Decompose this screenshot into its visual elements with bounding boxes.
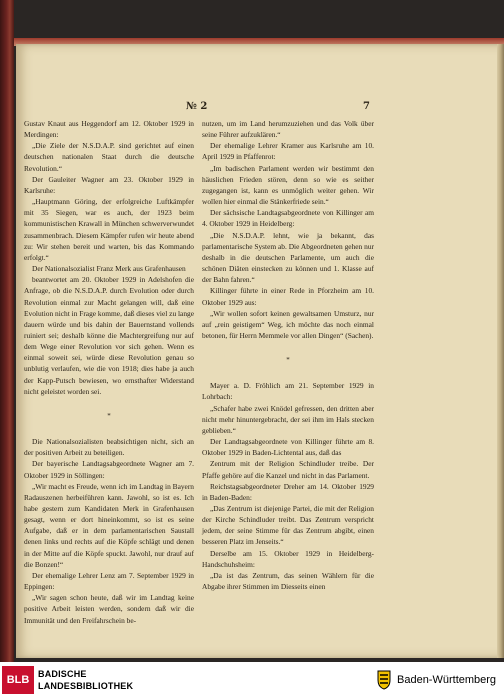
paragraph: Der ehemalige Lehrer Kramer aus Karlsruhe am 10. April 1929 in Pfaffenrot: <box>202 141 374 162</box>
paragraph: Die Nationalsozialisten beabsichtigen nicht, sich an der positiven Arbeit zu beteiligen. <box>24 437 194 458</box>
paragraph: Killinger führte in einer Rede in Pforzheim am 10. Oktober 1929 aus: <box>202 286 374 307</box>
paragraph: „Die Ziele der N.S.D.A.P. sind gerichtet auf einen deutschen nationalen Staat durch die deutsche Revolution.“ <box>24 141 194 173</box>
paragraph: Mayer a. D. Fröhlich am 21. September 1929 in Lohrbach: <box>202 381 374 402</box>
paragraph: Der Gauleiter Wagner am 23. Oktober 1929 in Karlsruhe: <box>24 174 194 195</box>
state-name: Baden-Württemberg <box>397 674 497 686</box>
paragraph: Der Nationalsozialist Franz Merk aus Grafenhausen <box>32 264 186 274</box>
paragraph: Der Landtagsabgeordnete von Killinger führte am 8. Oktober 1929 in Baden-Lichtental aus, daß das <box>202 437 374 458</box>
paragraph: „Im badischen Parlament werden wir bestimmt den häuslichen Frieden stören, denn so wie es seither zugegangen ist, kann es unmöglich weiter gehen. Wir wollen hier einmal die Stänkerfriede sein.“ <box>202 163 374 207</box>
paragraph: „Wir wollen sofort keinen gewaltsamen Umsturz, nur auf „rein geistigem“ Weg, ich möchte das noch einmal betonen, für Herrn Memmele vor allen Dingen“ (Sachen). <box>202 308 374 340</box>
paragraph: nutzen, um im Land herumzuziehen und das Volk über seine Führer aufzuklären.“ <box>202 119 374 140</box>
text-column-right <box>202 118 374 592</box>
paragraph: „Die N.S.D.A.P. lehnt, wie ja bekannt, das parlamentarische System ab. Die Abgeordneten gehen nur deshalb in die deutschen Parlamente, um auch die schönen Diäten einstecken zu können und 1. Klasse auf der Bahn fahren.“ <box>202 230 374 285</box>
section-separator: * <box>107 411 111 420</box>
paragraph: Zentrum mit der Religion Schindluder treibe. Der Pfaffe gehöre auf die Kanzel und nicht in das Parlament. <box>202 459 374 480</box>
paragraph: Reichstagsabgeordneter Dreher am 14. Oktober 1929 in Baden-Baden: <box>202 481 374 502</box>
state-crest-icon <box>376 668 392 690</box>
paragraph: „Das Zentrum ist diejenige Partei, die mit der Religion der Kirche Schindluder treibt. Das Zentrum verspricht jedem, der seine Stimme für das Zentrum abgibt, einen besseren Platz im Jenseits.“ <box>202 504 374 547</box>
running-head: № 2 <box>186 101 208 112</box>
paragraph: beantwortet am 20. Oktober 1929 in Adelshofen die Anfrage, ob die N.S.D.A.P. durch Evolution oder durch Revolution einmal zur Macht gelangen will, daß eine Evolution nicht in Frage komme, daß dieses viel zu lange dauern würde und bis dahin der Bauernstand vollends ruiniert sei; deshalb könne die Machtergreifung nur auf dem Wege einer Revolution vor sich gehen. Wenn es einmal soweit sei, würde diese Revolution genau so unblutig verlaufen, wie die von 1918; dies habe ja auch der Kapp-Putsch bewiesen, wo ernsthafter Widerstand nicht geleistet worden sei. <box>24 275 194 396</box>
library-name-line-1: BADISCHE <box>38 669 87 679</box>
book-spine <box>0 0 14 662</box>
paragraph: „Wir sagen schon heute, daß wir im Landtag keine positive Arbeit leisten werden, sondern daß wir die Immunität und den Freifahrschein be- <box>24 593 194 625</box>
paragraph: „Schafer habe zwei Knödel gefressen, den dritten aber nicht mehr hinuntergebracht, der sei ihm im Hals stecken geblieben.“ <box>202 403 374 435</box>
page-number: 7 <box>363 101 370 112</box>
page-edge <box>497 44 504 658</box>
paragraph: „Hauptmann Göring, der erfolgreiche Luftkämpfer mit 35 Siegen, war es auch, der 1923 beim kommunistischen Krawall in München schwerverwundet zusammenbrach. Diesem Kämpfer rufen wir heute abend zu: Wir stehen bereit und warten, bis das Kommando erfolgt.“ <box>24 197 194 262</box>
paragraph: Gustav Knaut aus Heggendorf am 12. Oktober 1929 in Merdingen: <box>24 119 194 140</box>
section-separator: * <box>286 356 290 365</box>
paragraph: Der bayerische Landtagsabgeordnete Wagner am 7. Oktober 1929 in Söllingen: <box>24 459 194 480</box>
library-name-line-2: LANDESBIBLIOTHEK <box>38 681 134 691</box>
paragraph: „Da ist das Zentrum, das seinen Wählern für die Abgabe ihrer Stimmen im Diesseits einen <box>202 570 374 592</box>
paragraph: Der ehemalige Lehrer Lenz am 7. September 1929 in Eppingen: <box>24 570 194 592</box>
paragraph: „Wir macht es Freude, wenn ich im Landtag in Bayern Radauszenen herbeiführen kann. Jawohl, so ist es. Ich habe gestern zum Kandidaten Merk in Grafenhausen gesagt, wenn er dort hineinkommt, so ist es seine Aufgabe, daß er in dem parlamentarischen Saustall denen links und rechts auf die Köpfe schlägt und denen in der Mitte auf die Köpfe spuckt. Jawohl, nur drauf auf die Bonzen!“ <box>24 481 194 569</box>
text-column-left <box>24 118 194 626</box>
blb-logo: BLB <box>2 666 34 694</box>
paragraph: Der sächsische Landtagsabgeordnete von Killinger am 4. Oktober 1929 in Heidelberg: <box>202 208 374 229</box>
paragraph: Derselbe am 15. Oktober 1929 in Heidelberg-Handschuhsheim: <box>202 548 374 569</box>
